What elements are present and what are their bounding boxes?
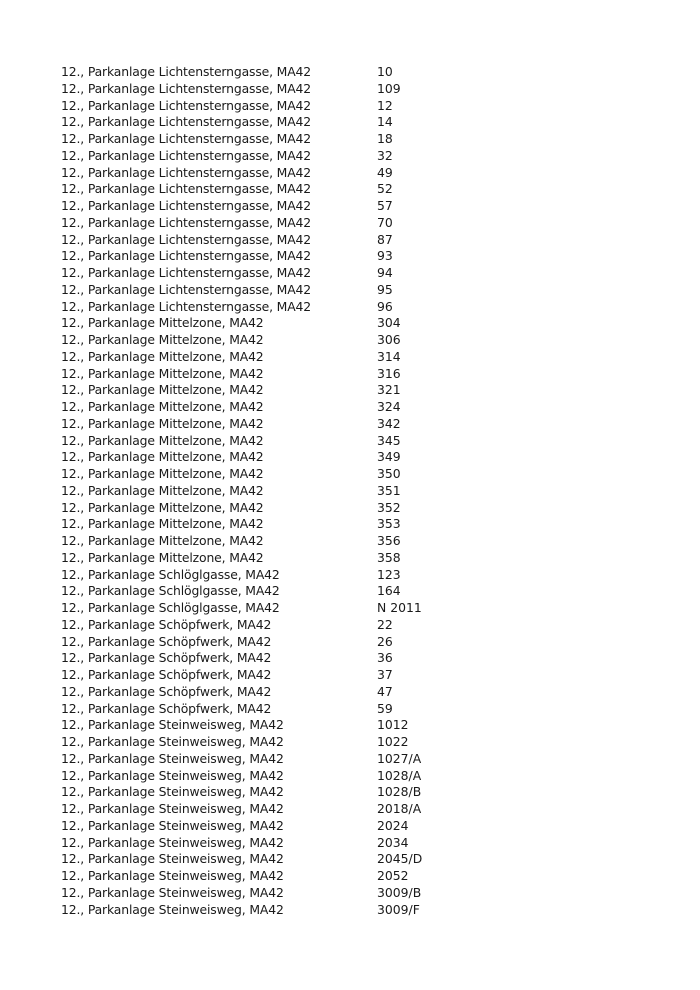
- location-cell: 12., Parkanlage Lichtensterngasse, MA42: [61, 181, 312, 197]
- number-cell: 87: [377, 231, 393, 247]
- location-cell: 12., Parkanlage Lichtensterngasse, MA42: [61, 281, 312, 297]
- table-row: [61, 818, 481, 835]
- number-cell: 12: [377, 97, 393, 113]
- number-cell: 32: [377, 147, 393, 163]
- location-cell: 12., Parkanlage Lichtensterngasse, MA42: [61, 97, 312, 113]
- location-cell: 12., Parkanlage Mittelzone, MA42: [61, 348, 264, 364]
- table-row: [61, 98, 481, 115]
- number-cell: 342: [377, 415, 401, 431]
- table-row: [61, 282, 481, 299]
- number-cell: 109: [377, 80, 401, 96]
- location-cell: 12., Parkanlage Lichtensterngasse, MA42: [61, 131, 312, 146]
- number-cell: 2052: [377, 868, 409, 883]
- number-cell: 57: [377, 198, 393, 213]
- table-row: [61, 768, 481, 785]
- number-cell: 164: [377, 583, 401, 599]
- table-row: [61, 634, 481, 651]
- table-row: [61, 684, 481, 701]
- table-row: [61, 717, 481, 734]
- location-cell: 12., Parkanlage Mittelzone, MA42: [61, 415, 264, 431]
- number-cell: 10: [377, 64, 393, 79]
- table-row: [61, 114, 481, 131]
- table-row: [61, 516, 481, 533]
- number-cell: 306: [377, 332, 401, 347]
- location-cell: 12., Parkanlage Lichtensterngasse, MA42: [61, 214, 312, 230]
- table-row: [61, 332, 481, 349]
- location-cell: 12., Parkanlage Schöpfwerk, MA42: [61, 650, 272, 666]
- location-cell: 12., Parkanlage Mittelzone, MA42: [61, 466, 264, 481]
- table-row: [61, 868, 481, 885]
- table-row: [61, 315, 481, 332]
- number-cell: 37: [377, 667, 393, 682]
- number-cell: 345: [377, 432, 401, 448]
- table-row: [61, 667, 481, 684]
- number-cell: 304: [377, 315, 401, 331]
- number-cell: 36: [377, 650, 393, 666]
- table-row: [61, 885, 481, 902]
- location-cell: 12., Parkanlage Mittelzone, MA42: [61, 365, 264, 381]
- table-row: [61, 399, 481, 416]
- table-row: [61, 265, 481, 282]
- number-cell: 1028/A: [377, 767, 422, 783]
- number-cell: 59: [377, 700, 393, 716]
- location-cell: 12., Parkanlage Steinweisweg, MA42: [61, 884, 284, 900]
- location-cell: 12., Parkanlage Lichtensterngasse, MA42: [61, 64, 312, 79]
- location-cell: 12., Parkanlage Mittelzone, MA42: [61, 332, 264, 347]
- location-cell: 12., Parkanlage Steinweisweg, MA42: [61, 784, 284, 800]
- table-row: [61, 801, 481, 818]
- number-cell: 2034: [377, 834, 409, 850]
- number-cell: 94: [377, 265, 393, 280]
- table-row: [61, 500, 481, 517]
- location-cell: 12., Parkanlage Lichtensterngasse, MA42: [61, 248, 312, 264]
- number-cell: 324: [377, 399, 401, 414]
- location-cell: 12., Parkanlage Lichtensterngasse, MA42: [61, 198, 312, 213]
- number-cell: 70: [377, 214, 393, 230]
- location-cell: 12., Parkanlage Schöpfwerk, MA42: [61, 683, 272, 699]
- table-row: [61, 198, 481, 215]
- number-cell: 49: [377, 164, 393, 180]
- location-cell: 12., Parkanlage Schlöglgasse, MA42: [61, 600, 280, 615]
- number-cell: 123: [377, 566, 401, 582]
- location-cell: 12., Parkanlage Steinweisweg, MA42: [61, 767, 284, 783]
- location-cell: 12., Parkanlage Schlöglgasse, MA42: [61, 566, 280, 582]
- table-row: [61, 902, 481, 919]
- table-row: [61, 349, 481, 366]
- location-cell: 12., Parkanlage Mittelzone, MA42: [61, 382, 264, 398]
- location-cell: 12., Parkanlage Lichtensterngasse, MA42: [61, 147, 312, 163]
- number-cell: 14: [377, 114, 393, 130]
- location-cell: 12., Parkanlage Schöpfwerk, MA42: [61, 633, 272, 649]
- location-cell: 12., Parkanlage Mittelzone, MA42: [61, 482, 264, 498]
- table-row: [61, 416, 481, 433]
- table-row: [61, 382, 481, 399]
- number-cell: 3009/B: [377, 884, 422, 900]
- number-cell: 47: [377, 683, 393, 699]
- table-row: [61, 181, 481, 198]
- location-cell: 12., Parkanlage Lichtensterngasse, MA42: [61, 231, 312, 247]
- location-cell: 12., Parkanlage Lichtensterngasse, MA42: [61, 114, 312, 130]
- number-cell: 1012: [377, 717, 409, 733]
- number-cell: 352: [377, 499, 401, 515]
- number-cell: 349: [377, 449, 401, 465]
- location-cell: 12., Parkanlage Lichtensterngasse, MA42: [61, 164, 312, 180]
- table-row: [61, 650, 481, 667]
- table-row: [61, 466, 481, 483]
- table-row: [61, 81, 481, 98]
- table-row: [61, 751, 481, 768]
- number-cell: 95: [377, 281, 393, 297]
- number-cell: 93: [377, 248, 393, 264]
- number-cell: 1028/B: [377, 784, 422, 800]
- location-cell: 12., Parkanlage Steinweisweg, MA42: [61, 801, 284, 816]
- location-cell: 12., Parkanlage Mittelzone, MA42: [61, 549, 264, 565]
- location-cell: 12., Parkanlage Mittelzone, MA42: [61, 432, 264, 448]
- location-cell: 12., Parkanlage Steinweisweg, MA42: [61, 834, 284, 850]
- number-cell: 321: [377, 382, 401, 398]
- number-cell: 356: [377, 533, 401, 548]
- table-row: [61, 433, 481, 450]
- number-cell: 18: [377, 131, 393, 146]
- location-cell: 12., Parkanlage Lichtensterngasse, MA42: [61, 80, 312, 96]
- number-cell: 2018/A: [377, 801, 422, 816]
- table-row: [61, 701, 481, 718]
- table-row: [61, 567, 481, 584]
- location-cell: 12., Parkanlage Schöpfwerk, MA42: [61, 700, 272, 716]
- location-cell: 12., Parkanlage Schlöglgasse, MA42: [61, 583, 280, 599]
- table-row: [61, 248, 481, 265]
- table-row: [61, 131, 481, 148]
- location-cell: 12., Parkanlage Schöpfwerk, MA42: [61, 667, 272, 682]
- table-row: [61, 232, 481, 249]
- table-row: [61, 215, 481, 232]
- table-row: [61, 299, 481, 316]
- table-row: [61, 483, 481, 500]
- table-row: [61, 449, 481, 466]
- number-cell: 358: [377, 549, 401, 565]
- location-cell: 12., Parkanlage Lichtensterngasse, MA42: [61, 298, 312, 314]
- table-row: [61, 165, 481, 182]
- location-cell: 12., Parkanlage Mittelzone, MA42: [61, 449, 264, 465]
- number-cell: 96: [377, 298, 393, 314]
- number-cell: N 2011: [377, 600, 422, 615]
- location-cell: 12., Parkanlage Steinweisweg, MA42: [61, 717, 284, 733]
- number-cell: 26: [377, 633, 393, 649]
- table-row: [61, 366, 481, 383]
- location-cell: 12., Parkanlage Mittelzone, MA42: [61, 516, 264, 532]
- table-row: [61, 617, 481, 634]
- location-cell: 12., Parkanlage Mittelzone, MA42: [61, 399, 264, 414]
- table-row: [61, 533, 481, 550]
- number-cell: 351: [377, 482, 401, 498]
- location-cell: 12., Parkanlage Lichtensterngasse, MA42: [61, 265, 312, 280]
- location-cell: 12., Parkanlage Steinweisweg, MA42: [61, 901, 284, 917]
- location-cell: 12., Parkanlage Steinweisweg, MA42: [61, 851, 284, 867]
- table-row: [61, 64, 481, 81]
- number-cell: 350: [377, 466, 401, 481]
- table-row: [61, 851, 481, 868]
- number-cell: 2045/D: [377, 851, 423, 867]
- number-cell: 316: [377, 365, 401, 381]
- number-cell: 353: [377, 516, 401, 532]
- number-cell: 314: [377, 348, 401, 364]
- number-cell: 1027/A: [377, 750, 422, 766]
- number-cell: 3009/F: [377, 901, 420, 917]
- location-cell: 12., Parkanlage Steinweisweg, MA42: [61, 868, 284, 883]
- location-cell: 12., Parkanlage Mittelzone, MA42: [61, 499, 264, 515]
- location-cell: 12., Parkanlage Schöpfwerk, MA42: [61, 616, 272, 632]
- location-cell: 12., Parkanlage Steinweisweg, MA42: [61, 734, 284, 749]
- table-row: [61, 550, 481, 567]
- location-cell: 12., Parkanlage Steinweisweg, MA42: [61, 750, 284, 766]
- number-cell: 2024: [377, 817, 409, 833]
- number-cell: 1022: [377, 734, 409, 749]
- number-cell: 52: [377, 181, 393, 197]
- table-row: [61, 583, 481, 600]
- location-cell: 12., Parkanlage Mittelzone, MA42: [61, 533, 264, 548]
- table-row: [61, 600, 481, 617]
- number-cell: 22: [377, 616, 393, 632]
- location-cell: 12., Parkanlage Mittelzone, MA42: [61, 315, 264, 331]
- table-row: [61, 835, 481, 852]
- table-row: [61, 734, 481, 751]
- location-number-table: [61, 64, 481, 918]
- location-cell: 12., Parkanlage Steinweisweg, MA42: [61, 817, 284, 833]
- table-row: [61, 784, 481, 801]
- table-row: [61, 148, 481, 165]
